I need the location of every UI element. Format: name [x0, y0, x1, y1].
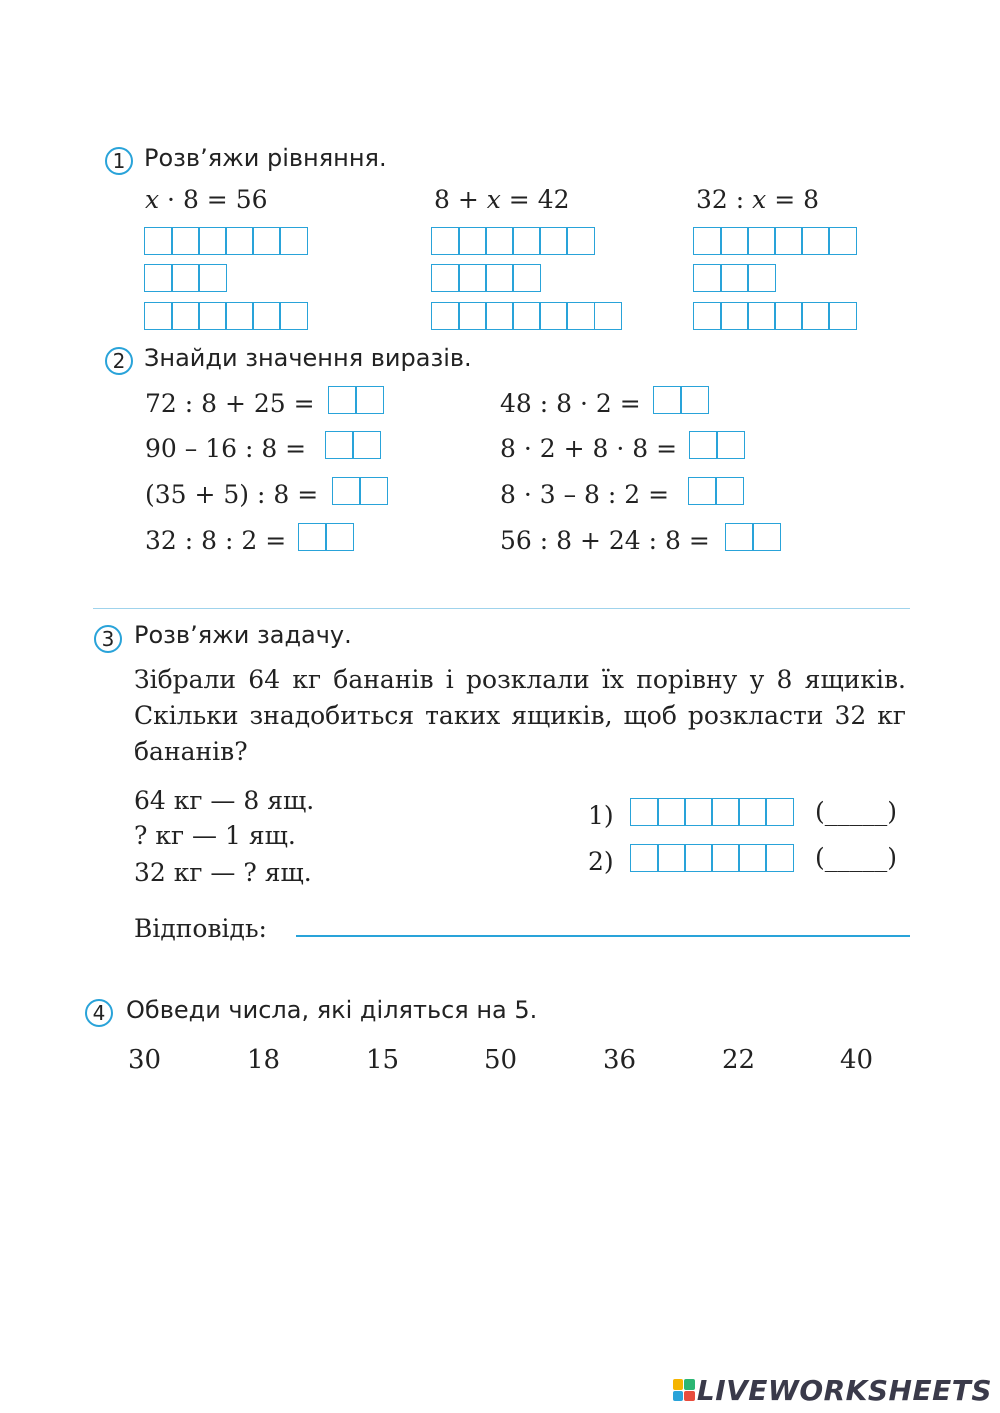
- task1-eq1-row3-boxes[interactable]: [144, 302, 307, 330]
- task1-eq3-row3-boxes[interactable]: [693, 302, 856, 330]
- task3-step-2-label: 2): [588, 847, 614, 876]
- section-divider: [93, 608, 910, 609]
- task3-step-2-unit[interactable]: (_____): [815, 843, 898, 872]
- task1-eq2-row2-boxes[interactable]: [431, 264, 539, 292]
- task2-right-expr-3: 8 · 3 – 8 : 2 =: [500, 480, 670, 509]
- task2-right-expr-1: 48 : 8 · 2 =: [500, 389, 641, 418]
- task4-number-4[interactable]: 50: [484, 1045, 518, 1075]
- task2-left-answer-2[interactable]: [325, 431, 379, 459]
- task1-eq3-row1-boxes[interactable]: [693, 227, 856, 255]
- task3-note-3: 32 кг — ? ящ.: [134, 858, 312, 887]
- task1-eq1-row1-boxes[interactable]: [144, 227, 307, 255]
- task2-left-expr-3: (35 + 5) : 8 =: [145, 480, 319, 509]
- task1-number-badge: 1: [105, 147, 133, 175]
- task2-right-expr-2: 8 · 2 + 8 · 8 =: [500, 434, 678, 463]
- task1-equation-3: 32 : x = 8: [696, 185, 819, 214]
- task1-eq3-row2-boxes[interactable]: [693, 264, 774, 292]
- task1-eq1-row2-boxes[interactable]: [144, 264, 225, 292]
- task3-heading: Розв’яжи задачу.: [134, 621, 352, 649]
- task2-right-answer-4[interactable]: [725, 523, 779, 551]
- task2-left-answer-4[interactable]: [298, 523, 352, 551]
- task1-equation-2: 8 + x = 42: [434, 185, 570, 214]
- task4-number-7[interactable]: 40: [840, 1045, 874, 1075]
- task4-number-2[interactable]: 18: [247, 1045, 281, 1075]
- task2-left-answer-3[interactable]: [332, 477, 386, 505]
- task2-right-answer-3[interactable]: [688, 477, 742, 505]
- task2-heading: Знайди значення виразів.: [144, 344, 472, 372]
- task3-answer-line[interactable]: [296, 935, 910, 937]
- task2-right-expr-4: 56 : 8 + 24 : 8 =: [500, 526, 710, 555]
- task3-answer-label: Відповідь:: [134, 914, 267, 943]
- logo-text: LIVEWORKSHEETS: [696, 1373, 992, 1407]
- task4-number-badge: 4: [85, 999, 113, 1027]
- task1-eq2-row1-boxes[interactable]: [431, 227, 594, 255]
- task4-number-1[interactable]: 30: [128, 1045, 162, 1075]
- task3-step-1-label: 1): [588, 801, 614, 830]
- task2-right-answer-2[interactable]: [689, 431, 743, 459]
- task2-left-answer-1[interactable]: [328, 386, 382, 414]
- task4-number-5[interactable]: 36: [603, 1045, 637, 1075]
- task1-equation-1: x · 8 = 56: [145, 185, 268, 214]
- task4-number-6[interactable]: 22: [722, 1045, 756, 1075]
- task3-problem-text: Зібрали 64 кг бананів і розклали їх порівну у 8 ящиків. Скільки знадобиться таких ящиків, щоб розкласти 32 кг бананів?: [134, 665, 906, 766]
- task2-right-answer-1[interactable]: [653, 386, 707, 414]
- task3-step-1-boxes[interactable]: [630, 798, 793, 826]
- task4-number-3[interactable]: 15: [366, 1045, 400, 1075]
- task2-left-expr-1: 72 : 8 + 25 =: [145, 389, 315, 418]
- task1-heading: Розв’яжи рівняння.: [144, 144, 387, 172]
- task3-step-2-boxes[interactable]: [630, 844, 793, 872]
- task1-eq2-row3-boxes[interactable]: [431, 302, 621, 330]
- task2-left-expr-4: 32 : 8 : 2 =: [145, 526, 287, 555]
- task4-heading: Обведи числа, які діляться на 5.: [126, 996, 538, 1024]
- task3-note-1: 64 кг — 8 ящ.: [134, 786, 315, 815]
- task2-number-badge: 2: [105, 347, 133, 375]
- task3-step-1-unit[interactable]: (_____): [815, 797, 898, 826]
- task3-number-badge: 3: [94, 625, 122, 653]
- liveworksheets-logo: [673, 1373, 992, 1407]
- logo-mark-icon: [673, 1379, 695, 1401]
- task2-left-expr-2: 90 – 16 : 8 =: [145, 434, 307, 463]
- task3-note-2: ? кг — 1 ящ.: [134, 821, 296, 850]
